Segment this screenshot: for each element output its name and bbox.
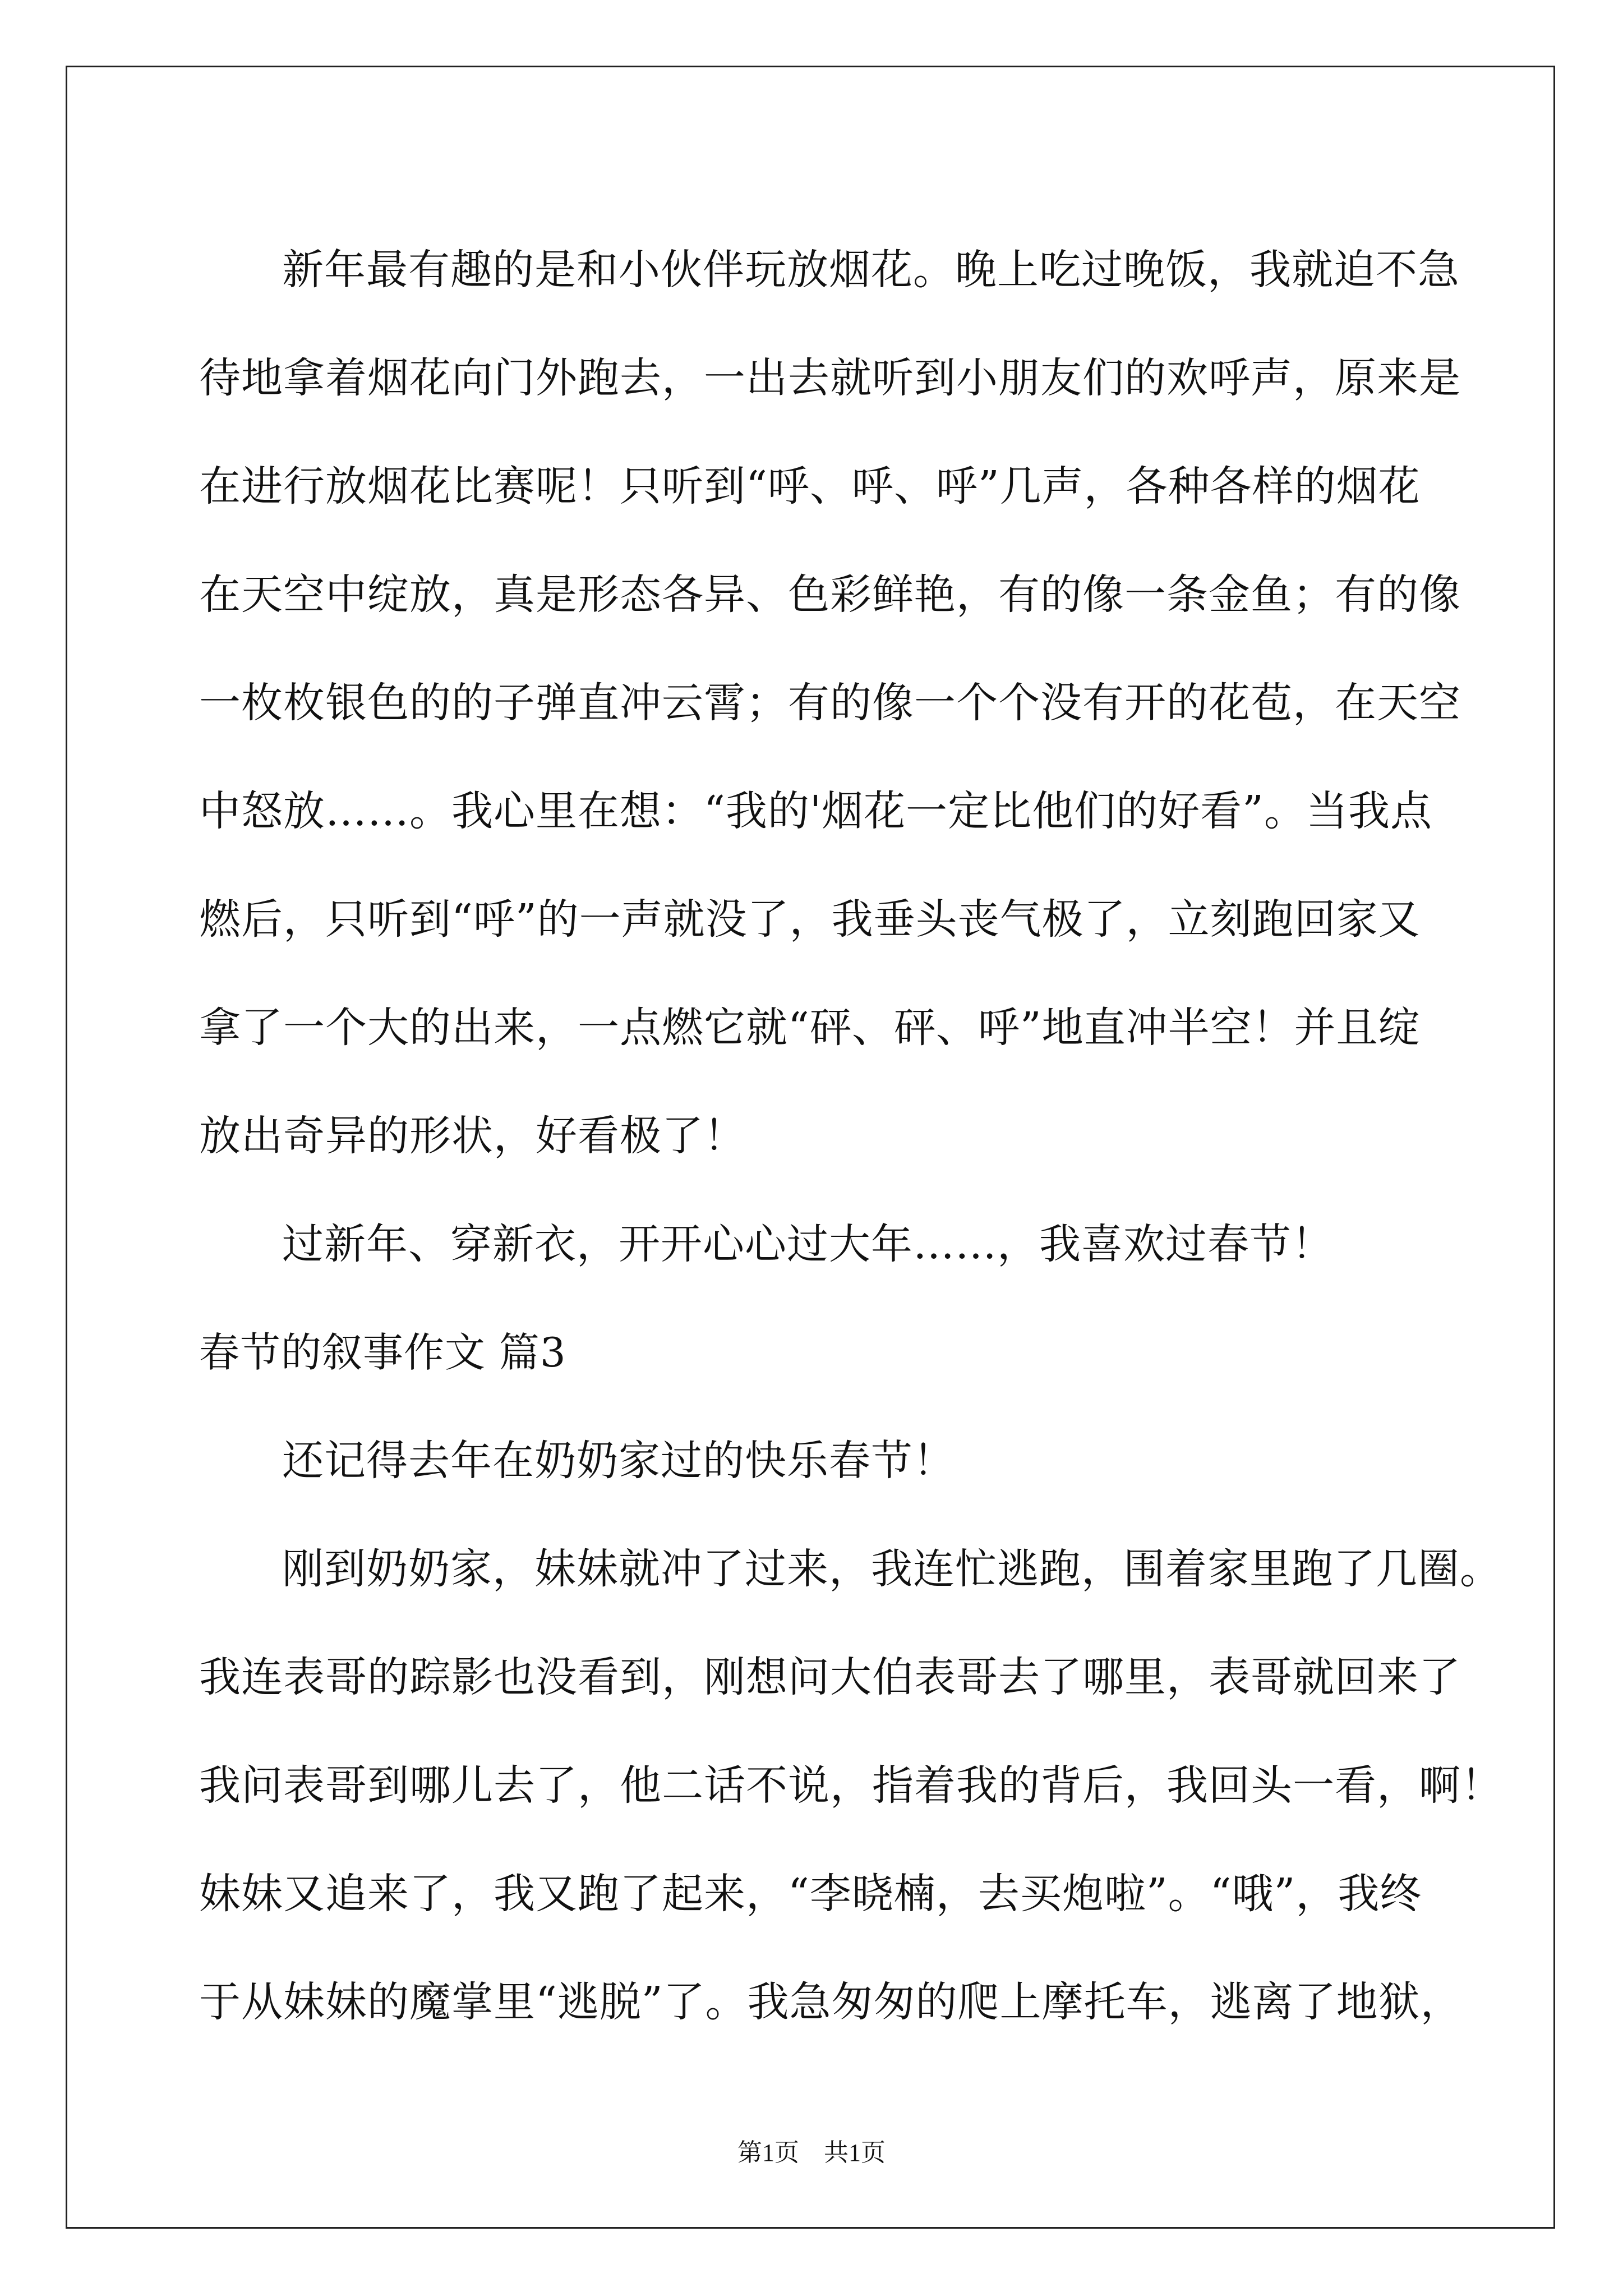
page-total: 共1页 <box>824 2139 886 2166</box>
paragraph-line: 于从妹妹的魔掌里“逃脱”了。我急匆匆的爬上摩托车，逃离了地狱， <box>199 1978 1463 2026</box>
paragraph-line: 待地拿着烟花向门外跑去，一出去就听到小朋友们的欢呼声，原来是 <box>199 354 1461 402</box>
page-number: 第1页 <box>737 2139 799 2166</box>
paragraph-line: 妹妹又追来了，我又跑了起来，“李晓楠，去买炮啦”。“哦”，我终 <box>199 1870 1422 1918</box>
paragraph-line: 在进行放烟花比赛呢！只听到“呼、呼、呼”几声，各种各样的烟花 <box>199 462 1421 510</box>
paragraph-line: 还记得去年在奶奶家过的快乐春节！ <box>282 1437 955 1485</box>
paragraph-line: 我问表哥到哪儿去了，他二话不说，指着我的背后，我回头一看，啊！ <box>199 1761 1503 1810</box>
document-body <box>199 216 1503 2056</box>
paragraph-line: 我连表哥的踪影也没看到，刚想问大伯表哥去了哪里，表哥就回来了 <box>199 1653 1461 1701</box>
paragraph-line: 拿了一个大的出来，一点燃它就“砰、砰、呼”地直冲半空！并且绽 <box>199 1004 1421 1052</box>
section-heading: 春节的叙事作文 篇3 <box>199 1329 566 1376</box>
paragraph-line: 在天空中绽放，真是形态各异、色彩鲜艳，有的像一条金鱼；有的像 <box>199 570 1461 619</box>
paragraph-line: 放出奇异的形状，好看极了！ <box>199 1112 746 1160</box>
page-footer <box>0 2136 1623 2170</box>
paragraph-line: 燃后，只听到“呼”的一声就没了，我垂头丧气极了，立刻跑回家又 <box>199 895 1421 944</box>
paragraph-line: 过新年、穿新衣，开开心心过大年……，我喜欢过春节！ <box>282 1220 1334 1268</box>
paragraph-line: 中怒放……。我心里在想：“我的'烟花一定比他们的好看”。当我点 <box>199 787 1433 835</box>
paragraph-line: 刚到奶奶家，妹妹就冲了过来，我连忙逃跑，围着家里跑了几圈。 <box>282 1545 1502 1593</box>
paragraph-line: 新年最有趣的是和小伙伴玩放烟花。晚上吃过晚饭，我就迫不急 <box>282 246 1460 294</box>
paragraph-line: 一枚枚银色的的子弹直冲云霄；有的像一个个没有开的花苞，在天空 <box>199 679 1461 727</box>
